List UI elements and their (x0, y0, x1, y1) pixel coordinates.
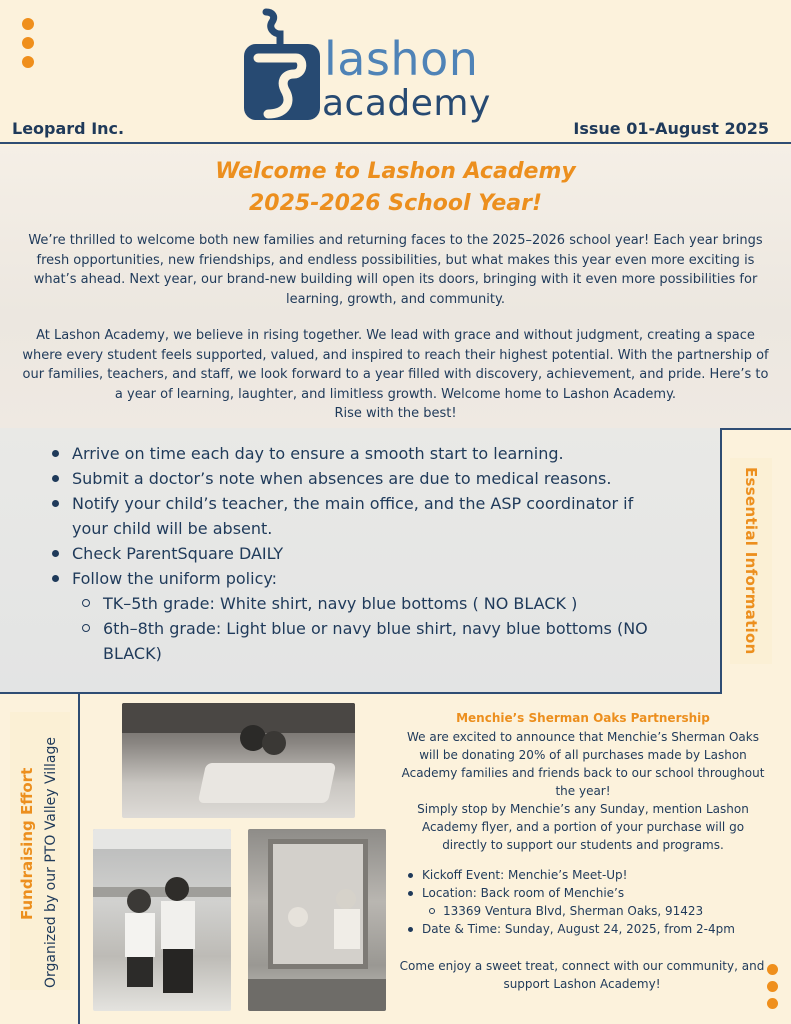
partnership-body-paragraph-2: Simply stop by Menchie’s any Sunday, mention Lashon Academy flyer, and a portion of your purchase will go directly to support our students and programs. (417, 802, 749, 852)
welcome-paragraph-1: We’re thrilled to welcome both new families and returning faces to the 2025–2026 school year! Each year brings fresh opportunities, new friendships, and endless possibilities, but what makes this year even more exciting is what’s ahead. Next year, our brand-new building will open its doors, bringing with it even more possibilities for learning, growth, and community. (28, 233, 763, 307)
header-divider (0, 142, 791, 144)
event-details-list (400, 866, 780, 938)
newsletter-header (0, 0, 791, 146)
essential-label-text: Essential Information (742, 467, 760, 655)
uniform-item: TK–5th grade: White shirt, navy blue bottoms ( NO BLACK ) (0, 591, 663, 616)
logo-text-academy: academy (322, 83, 491, 124)
event-datetime: Date & Time: Sunday, August 24, 2025, from 2-4pm (400, 920, 780, 938)
welcome-title (0, 156, 791, 220)
fundraising-side-divider (78, 694, 80, 1024)
welcome-title-line2: 2025-2026 School Year! (249, 191, 542, 216)
uniform-item: 6th–8th grade: Light blue or navy blue shirt, navy blue bottoms (NO BLACK) (0, 616, 663, 666)
welcome-tagline: Rise with the best! (334, 406, 457, 421)
lashon-academy-logo (244, 8, 534, 134)
partnership-body (400, 728, 766, 854)
welcome-title-line1: Welcome to Lashon Academy (215, 159, 576, 184)
list-item: Notify your child’s teacher, the main office, and the ASP coordinator if your child will be absent. (0, 491, 672, 541)
welcome-paragraph-2-text: At Lashon Academy, we believe in rising together. We lead with grace and without judgment, creating a space where every student feels supported, valued, and inspired to reach their highest potential. With the partnership of our families, teachers, and staff, we look forward to a year filled with discovery, achievement, and pride. Here’s to a year of learning, laughter, and limitless growth. Welcome home to Lashon Academy. (22, 328, 769, 402)
partnership-title: Menchie’s Sherman Oaks Partnership (456, 711, 710, 725)
list-item: Arrive on time each day to ensure a smooth start to learning. (0, 441, 672, 466)
decorative-dots-bottom-right (767, 964, 778, 1009)
lashon-logo-icon (244, 8, 324, 124)
issue-date: Issue 01-August 2025 (573, 119, 769, 138)
fundraising-subtitle: Organized by our PTO Valley Village (43, 736, 59, 988)
photo-students-reading (122, 703, 355, 818)
logo-text-lashon: lashon (324, 32, 479, 86)
photo-students-playground (248, 829, 386, 1011)
list-item: Check ParentSquare DAILY (0, 541, 672, 566)
list-item: Submit a doctor’s note when absences are due to medical reasons. (0, 466, 672, 491)
list-item: Location: Back room of Menchie’s (400, 884, 780, 902)
list-item: Follow the uniform policy: (0, 566, 672, 591)
partnership-body-paragraph-1: We are excited to announce that Menchie’s Sherman Oaks will be donating 20% of all purchases made by Lashon Academy families and friends back to our school throughout the year! (401, 730, 765, 798)
photo-students-outdoors (93, 829, 231, 1011)
organization-name: Leopard Inc. (12, 119, 125, 138)
welcome-section (0, 146, 791, 428)
list-item: Kickoff Event: Menchie’s Meet-Up! (400, 866, 780, 884)
essential-divider (0, 692, 722, 694)
essential-side-divider (720, 428, 722, 694)
welcome-paragraph-2 (20, 326, 771, 424)
essential-rules-list (0, 441, 672, 666)
event-address: 13369 Ventura Blvd, Sherman Oaks, 91423 (400, 902, 780, 920)
fundraising-title: Fundraising Effort (18, 767, 36, 920)
closing-text: Come enjoy a sweet treat, connect with our community, and support Lashon Academy! (399, 959, 765, 991)
essential-label (730, 458, 772, 664)
essential-info-section (0, 428, 722, 692)
